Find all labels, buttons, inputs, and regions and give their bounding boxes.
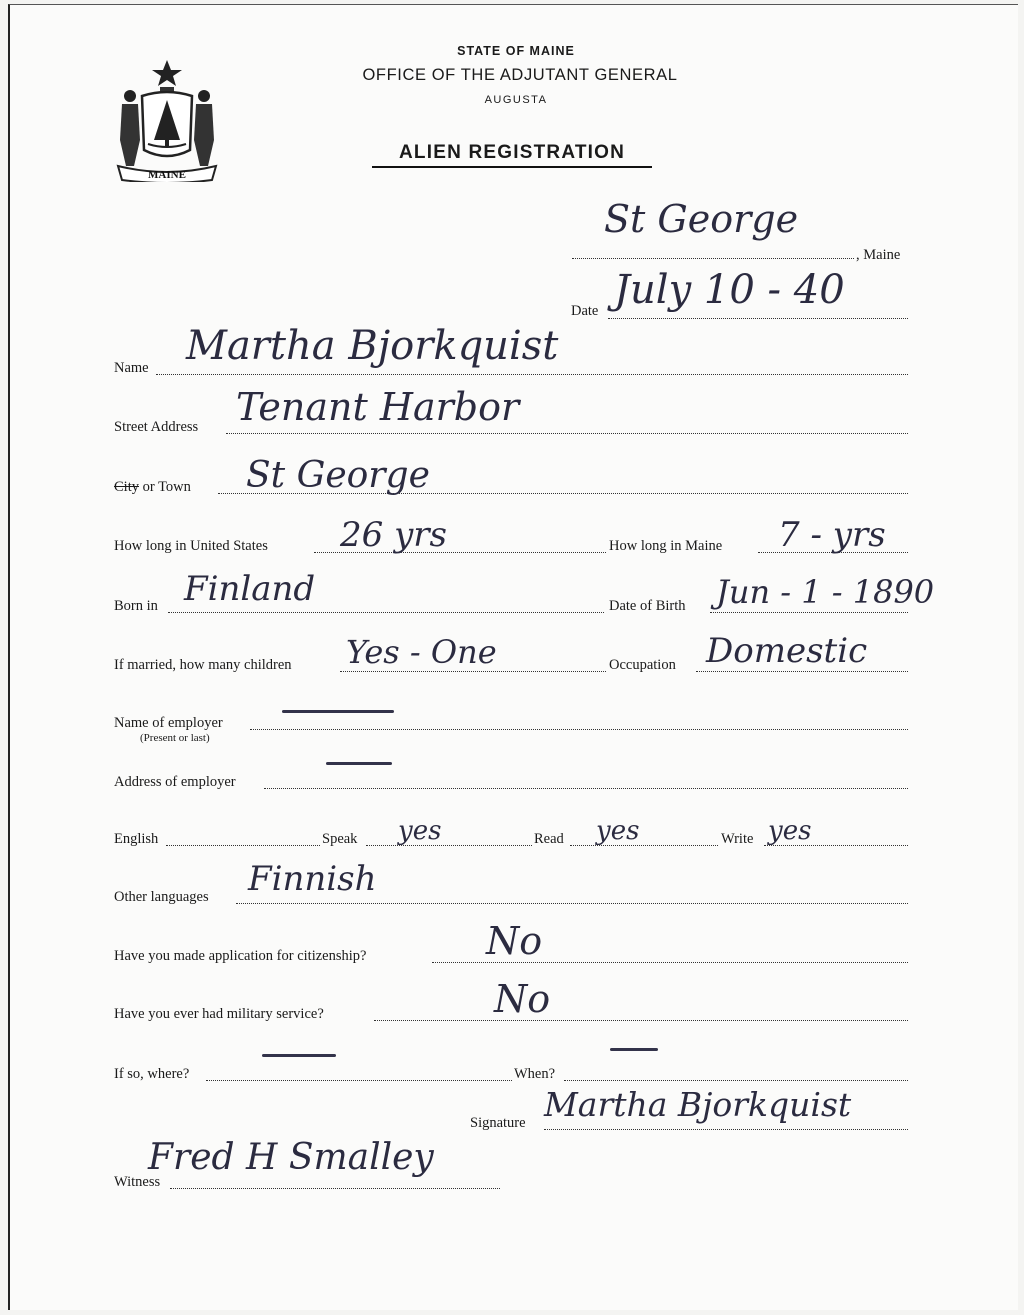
- page-title: ALIEN REGISTRATION: [372, 142, 652, 168]
- header-office: OFFICE OF THE ADJUTANT GENERAL: [362, 66, 678, 84]
- citizenship-label: Have you made application for citizenship?: [114, 948, 367, 964]
- date-label: Date: [571, 303, 599, 319]
- other-languages-line: [236, 903, 908, 904]
- how-long-us-label: How long in United States: [114, 538, 268, 554]
- when-dash: [610, 1048, 658, 1051]
- write-label: Write: [721, 831, 754, 847]
- military-line: [374, 1020, 908, 1021]
- employer-note-label: (Present or last): [140, 732, 210, 744]
- employer-address-label: Address of employer: [114, 774, 236, 790]
- military-entry: No: [494, 977, 551, 1021]
- speak-line: [366, 845, 532, 846]
- employer-name-label: Name of employer: [114, 715, 223, 731]
- born-in-entry: Finland: [184, 569, 316, 609]
- citizenship-entry: No: [486, 919, 543, 963]
- where-line: [206, 1080, 512, 1081]
- date-of-birth-entry: Jun - 1 - 1890: [716, 573, 935, 611]
- street-address-line: [226, 433, 908, 434]
- occupation-entry: Domestic: [706, 631, 868, 671]
- read-entry: yes: [596, 816, 640, 846]
- write-entry: yes: [768, 816, 812, 846]
- street-address-entry: Tenant Harbor: [236, 385, 520, 429]
- name-entry: Martha Bjorkquist: [186, 323, 559, 369]
- english-label: English: [114, 831, 159, 847]
- read-label: Read: [534, 831, 564, 847]
- date-entry: July 10 - 40: [614, 267, 845, 313]
- name-line: [156, 374, 908, 375]
- born-in-label: Born in: [114, 598, 158, 614]
- witness-label: Witness: [114, 1174, 161, 1190]
- signature-label: Signature: [470, 1115, 526, 1131]
- years-maine-entry: 7 - yrs: [778, 515, 886, 555]
- occupation-label: Occupation: [609, 657, 676, 673]
- employer-address-dash: [326, 762, 392, 765]
- english-line: [166, 845, 320, 846]
- children-entry: Yes - One: [346, 633, 497, 671]
- speak-label: Speak: [322, 831, 358, 847]
- other-languages-label: Other languages: [114, 889, 209, 905]
- date-of-birth-line: [710, 612, 908, 613]
- other-languages-entry: Finnish: [248, 859, 377, 899]
- witness-line: [170, 1188, 500, 1189]
- signature-entry: Martha Bjorkquist: [544, 1085, 852, 1124]
- street-address-label: Street Address: [114, 419, 199, 435]
- where-dash: [262, 1054, 336, 1057]
- married-children-label: If married, how many children: [114, 657, 292, 673]
- city-struck-label: City: [114, 479, 139, 495]
- maine-label: , Maine: [856, 247, 901, 263]
- seal-text: MAINE: [148, 169, 186, 181]
- employer-address-line: [264, 788, 908, 789]
- employer-name-dash: [282, 710, 394, 713]
- where-label: If so, where?: [114, 1066, 190, 1082]
- years-us-entry: 26 yrs: [340, 515, 447, 555]
- town-header-line: [572, 258, 854, 259]
- town-header-entry: St George: [604, 197, 799, 241]
- military-label: Have you ever had military service?: [114, 1006, 324, 1022]
- when-line: [564, 1080, 908, 1081]
- when-label: When?: [514, 1066, 556, 1082]
- city-town-label: [114, 480, 191, 495]
- date-line: [608, 318, 908, 319]
- date-of-birth-label: Date of Birth: [609, 598, 686, 614]
- name-label: Name: [114, 360, 149, 376]
- married-children-line: [340, 671, 606, 672]
- witness-entry: Fred H Smalley: [148, 1137, 434, 1178]
- town-entry: St George: [246, 455, 430, 496]
- born-in-line: [168, 612, 604, 613]
- occupation-line: [696, 671, 908, 672]
- how-long-maine-label: How long in Maine: [609, 538, 723, 554]
- header-city: AUGUSTA: [484, 94, 548, 106]
- city-or-label: or: [138, 479, 155, 495]
- employer-name-line: [250, 729, 908, 730]
- read-line: [570, 845, 718, 846]
- signature-line: [544, 1129, 908, 1130]
- town-label: Town: [154, 479, 191, 495]
- header-state: STATE OF MAINE: [457, 44, 575, 58]
- speak-entry: yes: [398, 816, 442, 846]
